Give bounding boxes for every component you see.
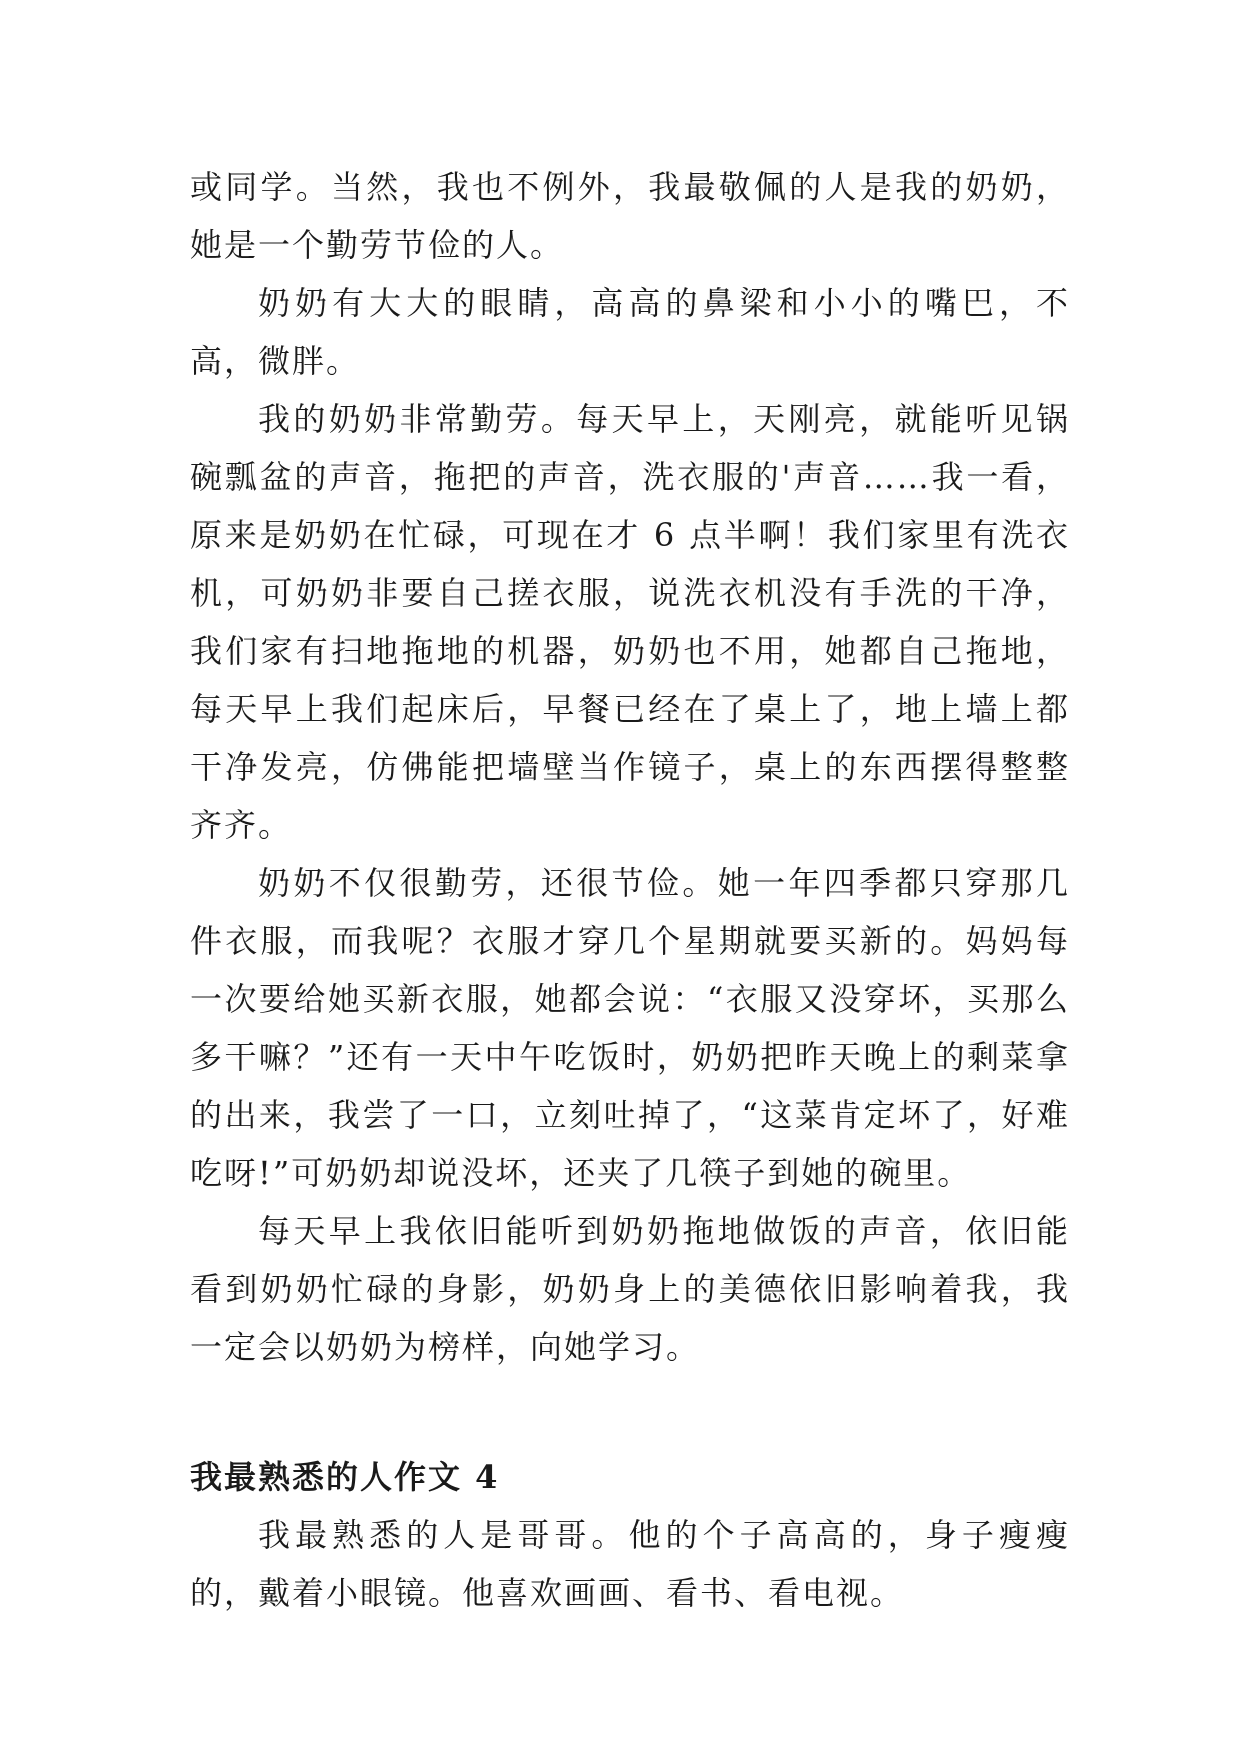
paragraph: 或同学。当然，我也不例外，我最敬佩的人是我的奶奶，她是一个勤劳节俭的人。	[190, 168, 1070, 264]
section-title: 我最熟悉的人作文 4	[190, 1458, 500, 1496]
paragraph: 每天早上我依旧能听到奶奶拖地做饭的声音，依旧能看到奶奶忙碌的身影，奶奶身上的美德依旧影响着我，我一定会以奶奶为榜样，向她学习。	[190, 1212, 1070, 1366]
document-body	[190, 158, 1070, 1622]
paragraph: 奶奶不仅很勤劳，还很节俭。她一年四季都只穿那几件衣服，而我呢？衣服才穿几个星期就要买新的。妈妈每一次要给她买新衣服，她都会说：“衣服又没穿坏，买那么多干嘛？”还有一天中午吃饭时，奶奶把昨天晚上的剩菜拿的出来，我尝了一口，立刻吐掉了，“这菜肯定坏了，好难吃呀!”可奶奶却说没坏，还夹了几筷子到她的碗里。	[190, 864, 1070, 1192]
paragraph: 我最熟悉的人是哥哥。他的个子高高的，身子瘦瘦的，戴着小眼镜。他喜欢画画、看书、看电视。	[190, 1516, 1070, 1612]
paragraph: 我的奶奶非常勤劳。每天早上，天刚亮，就能听见锅碗瓢盆的声音，拖把的声音，洗衣服的'声音……我一看，原来是奶奶在忙碌，可现在才 6 点半啊！我们家里有洗衣机，可奶奶非要自己搓衣服，说洗衣机没有手洗的干净，我们家有扫地拖地的机器，奶奶也不用，她都自己拖地，每天早上我们起床后，早餐已经在了桌上了，地上墙上都干净发亮，仿佛能把墙壁当作镜子，桌上的东西摆得整整齐齐。	[190, 400, 1070, 844]
paragraph: 奶奶有大大的眼睛，高高的鼻梁和小小的嘴巴，不高，微胖。	[190, 284, 1070, 380]
